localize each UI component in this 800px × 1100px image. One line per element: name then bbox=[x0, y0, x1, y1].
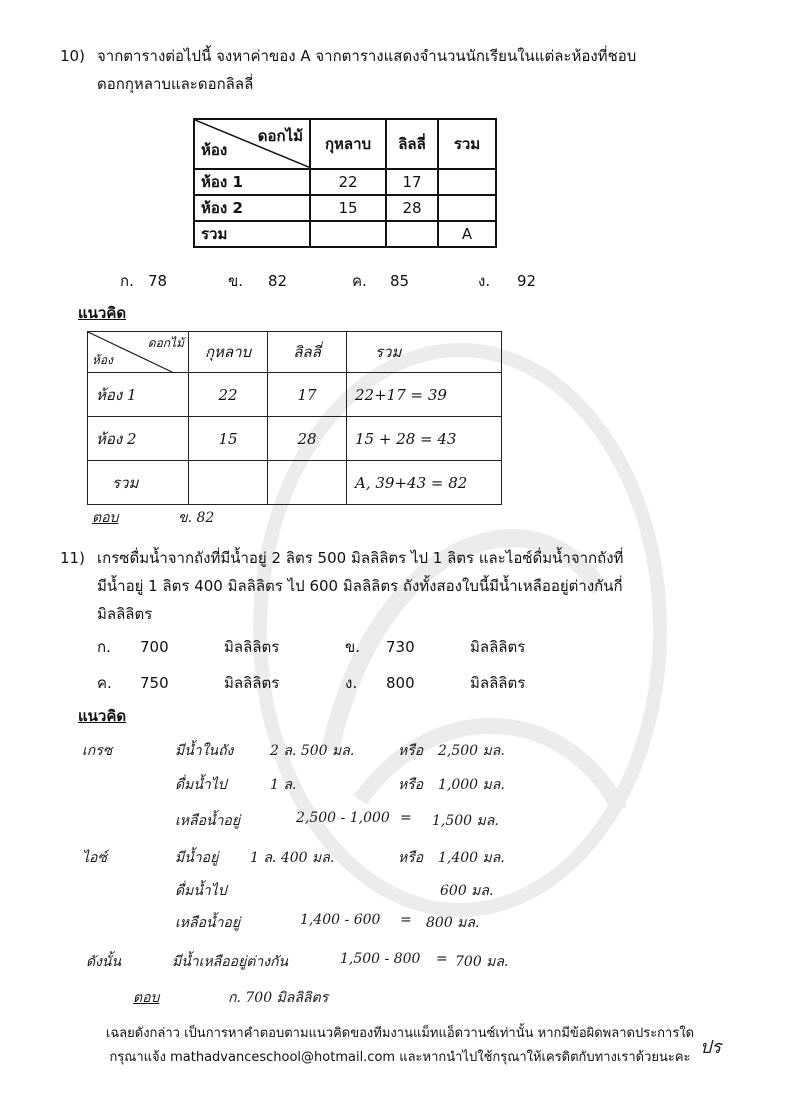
work-therefore: ดังนั้น bbox=[86, 954, 122, 970]
table-row bbox=[194, 169, 496, 195]
work-line: เหลือน้ำอยู่ bbox=[175, 915, 241, 931]
hand-corner-bottom: ห้อง bbox=[92, 353, 113, 367]
footer-initials: ปร bbox=[700, 1037, 722, 1058]
corner-bottom-label: ห้อง bbox=[201, 141, 228, 159]
work-line: หรือ bbox=[398, 743, 424, 759]
q10-choice-b-value: 82 bbox=[268, 272, 288, 290]
work-line: 1 ล. 400 มล. bbox=[250, 850, 335, 866]
work-line: ดื่มน้ำไป bbox=[175, 883, 227, 899]
q10-text-line2: ดอกกุหลาบและดอกลิลลี่ bbox=[97, 75, 254, 93]
work-line: = bbox=[400, 810, 412, 826]
q10-text-line1: จากตารางต่อไปนี้ จงหาค่าของ A จากตารางแสดงจำนวนนักเรียนในแต่ละห้องที่ชอบ bbox=[97, 47, 637, 65]
work-line: 1,000 มล. bbox=[438, 777, 505, 793]
q10-choice-a-letter: ก. bbox=[120, 272, 134, 290]
table-cell: 28 bbox=[386, 195, 438, 221]
work-line: เหลือน้ำอยู่ bbox=[175, 813, 241, 829]
row-label: รวม bbox=[88, 461, 189, 505]
q10-choice-d-value: 92 bbox=[517, 272, 537, 290]
hand-corner-cell bbox=[88, 332, 189, 373]
work-line: มีน้ำในถัง bbox=[175, 743, 234, 759]
row-label: ห้อง 1 bbox=[88, 373, 189, 417]
q11-choice-d-unit: มิลลิลิตร bbox=[470, 674, 526, 692]
table-cell bbox=[310, 221, 386, 247]
table-header: ลิลลี่ bbox=[386, 119, 438, 169]
table-cell bbox=[386, 221, 438, 247]
hand-header: ลิลลี่ bbox=[268, 332, 347, 373]
table-header: กุหลาบ bbox=[310, 119, 386, 169]
work-line: 1 ล. bbox=[270, 777, 297, 793]
q11-choice-b-unit: มิลลิลิตร bbox=[470, 638, 526, 656]
q11-choice-d-letter: ง. bbox=[345, 674, 358, 692]
q10-answer-label: ตอบ bbox=[92, 510, 119, 526]
row-label: รวม bbox=[201, 225, 228, 243]
hand-header: กุหลาบ bbox=[189, 332, 268, 373]
q11-choice-c-letter: ค. bbox=[97, 674, 112, 692]
table-cell: 15 bbox=[189, 417, 268, 461]
work-line: = bbox=[400, 912, 412, 928]
table-row bbox=[194, 195, 496, 221]
work-line: 2,500 - 1,000 bbox=[296, 810, 390, 826]
table-row bbox=[88, 373, 502, 417]
table-cell: 17 bbox=[386, 169, 438, 195]
work-grace-name: เกรซ bbox=[82, 743, 113, 759]
hand-header: รวม bbox=[347, 332, 502, 373]
q11-choice-c-value: 750 bbox=[140, 674, 169, 692]
work-ice-name: ไอซ์ bbox=[82, 850, 107, 866]
q10-choice-d-letter: ง. bbox=[478, 272, 491, 290]
work-line: 700 มล. bbox=[455, 954, 509, 970]
work-line: 1,500 มล. bbox=[432, 813, 499, 829]
work-line: หรือ bbox=[398, 850, 424, 866]
q10-choice-b-letter: ข. bbox=[228, 272, 244, 290]
work-line: = bbox=[436, 951, 448, 967]
q10-choice-a-value: 78 bbox=[148, 272, 168, 290]
q11-answer-value: ก. 700 มิลลิลิตร bbox=[228, 990, 329, 1006]
work-line: มีน้ำเหลืออยู่ต่างกัน bbox=[172, 954, 289, 970]
table-cell: 15 bbox=[310, 195, 386, 221]
table-cell bbox=[438, 195, 496, 221]
q11-choice-b-letter: ข. bbox=[345, 638, 361, 656]
table-cell: 22 bbox=[310, 169, 386, 195]
q10-hand-table bbox=[87, 331, 502, 505]
table-corner-cell bbox=[194, 119, 310, 169]
q10-solution-label: แนวคิด bbox=[78, 304, 127, 322]
table-cell: 17 bbox=[268, 373, 347, 417]
table-row bbox=[88, 417, 502, 461]
work-line: 800 มล. bbox=[426, 915, 480, 931]
work-line: 1,500 - 800 bbox=[340, 951, 421, 967]
table-cell bbox=[438, 169, 496, 195]
q11-text-line3: มิลลิลิตร bbox=[97, 605, 153, 623]
work-line: ดื่มน้ำไป bbox=[175, 777, 227, 793]
table-cell: 15 + 28 = 43 bbox=[347, 417, 502, 461]
table-cell bbox=[268, 461, 347, 505]
table-cell bbox=[189, 461, 268, 505]
table-cell: A, 39+43 = 82 bbox=[347, 461, 502, 505]
q11-choice-c-unit: มิลลิลิตร bbox=[224, 674, 280, 692]
q11-choice-a-unit: มิลลิลิตร bbox=[224, 638, 280, 656]
footer-line2: กรุณาแจ้ง mathadvanceschool@hotmail.com และหากนำไปใช้กรุณาให้เครดิตกับทางเราด้วยนะคะ bbox=[109, 1050, 691, 1065]
q10-choice-c-value: 85 bbox=[390, 272, 410, 290]
work-line: 600 มล. bbox=[440, 883, 494, 899]
work-line: 2,500 มล. bbox=[438, 743, 505, 759]
q11-choice-a-letter: ก. bbox=[97, 638, 111, 656]
work-line: 1,400 มล. bbox=[438, 850, 505, 866]
row-label: ห้อง 2 bbox=[88, 417, 189, 461]
table-cell: 22 bbox=[189, 373, 268, 417]
q11-choice-d-value: 800 bbox=[386, 674, 415, 692]
q10-answer-value: ข. 82 bbox=[178, 510, 215, 526]
q11-solution-label: แนวคิด bbox=[78, 707, 127, 725]
work-line: หรือ bbox=[398, 777, 424, 793]
q11-choice-a-value: 700 bbox=[140, 638, 169, 656]
q10-choice-c-letter: ค. bbox=[352, 272, 367, 290]
table-row bbox=[88, 461, 502, 505]
table-row bbox=[194, 221, 496, 247]
row-label: ห้อง 1 bbox=[201, 173, 243, 191]
footer-line1: เฉลยดังกล่าว เป็นการหาคำตอบตามแนวคิดของทีมงานแม็ทแอ็ดวานซ์เท่านั้น หากมีข้อผิดพลาดประการใด bbox=[105, 1026, 695, 1041]
q11-text-line2: มีน้ำอยู่ 1 ลิตร 400 มิลลิลิตร ไป 600 มิลลิลิตร ถังทั้งสองใบนี้มีน้ำเหลืออยู่ต่างกันกี่ bbox=[97, 577, 623, 595]
work-line: มีน้ำอยู่ bbox=[175, 850, 219, 866]
work-line: 1,400 - 600 bbox=[300, 912, 381, 928]
q11-answer-label: ตอบ bbox=[133, 990, 160, 1006]
q10-number: 10) bbox=[60, 47, 85, 65]
q11-choice-b-value: 730 bbox=[386, 638, 415, 656]
q11-number: 11) bbox=[60, 549, 85, 567]
work-line: 2 ล. 500 มล. bbox=[270, 743, 355, 759]
corner-top-label: ดอกไม้ bbox=[257, 127, 303, 145]
table-cell: A bbox=[438, 221, 496, 247]
q11-text-line1: เกรซดื่มน้ำจากถังที่มีน้ำอยู่ 2 ลิตร 500 มิลลิลิตร ไป 1 ลิตร และไอซ์ดื่มน้ำจากถังที่ bbox=[97, 549, 624, 567]
hand-corner-top: ดอกไม้ bbox=[147, 336, 184, 350]
table-header: รวม bbox=[438, 119, 496, 169]
q10-table bbox=[193, 118, 497, 248]
table-cell: 22+17 = 39 bbox=[347, 373, 502, 417]
row-label: ห้อง 2 bbox=[201, 199, 243, 217]
table-cell: 28 bbox=[268, 417, 347, 461]
